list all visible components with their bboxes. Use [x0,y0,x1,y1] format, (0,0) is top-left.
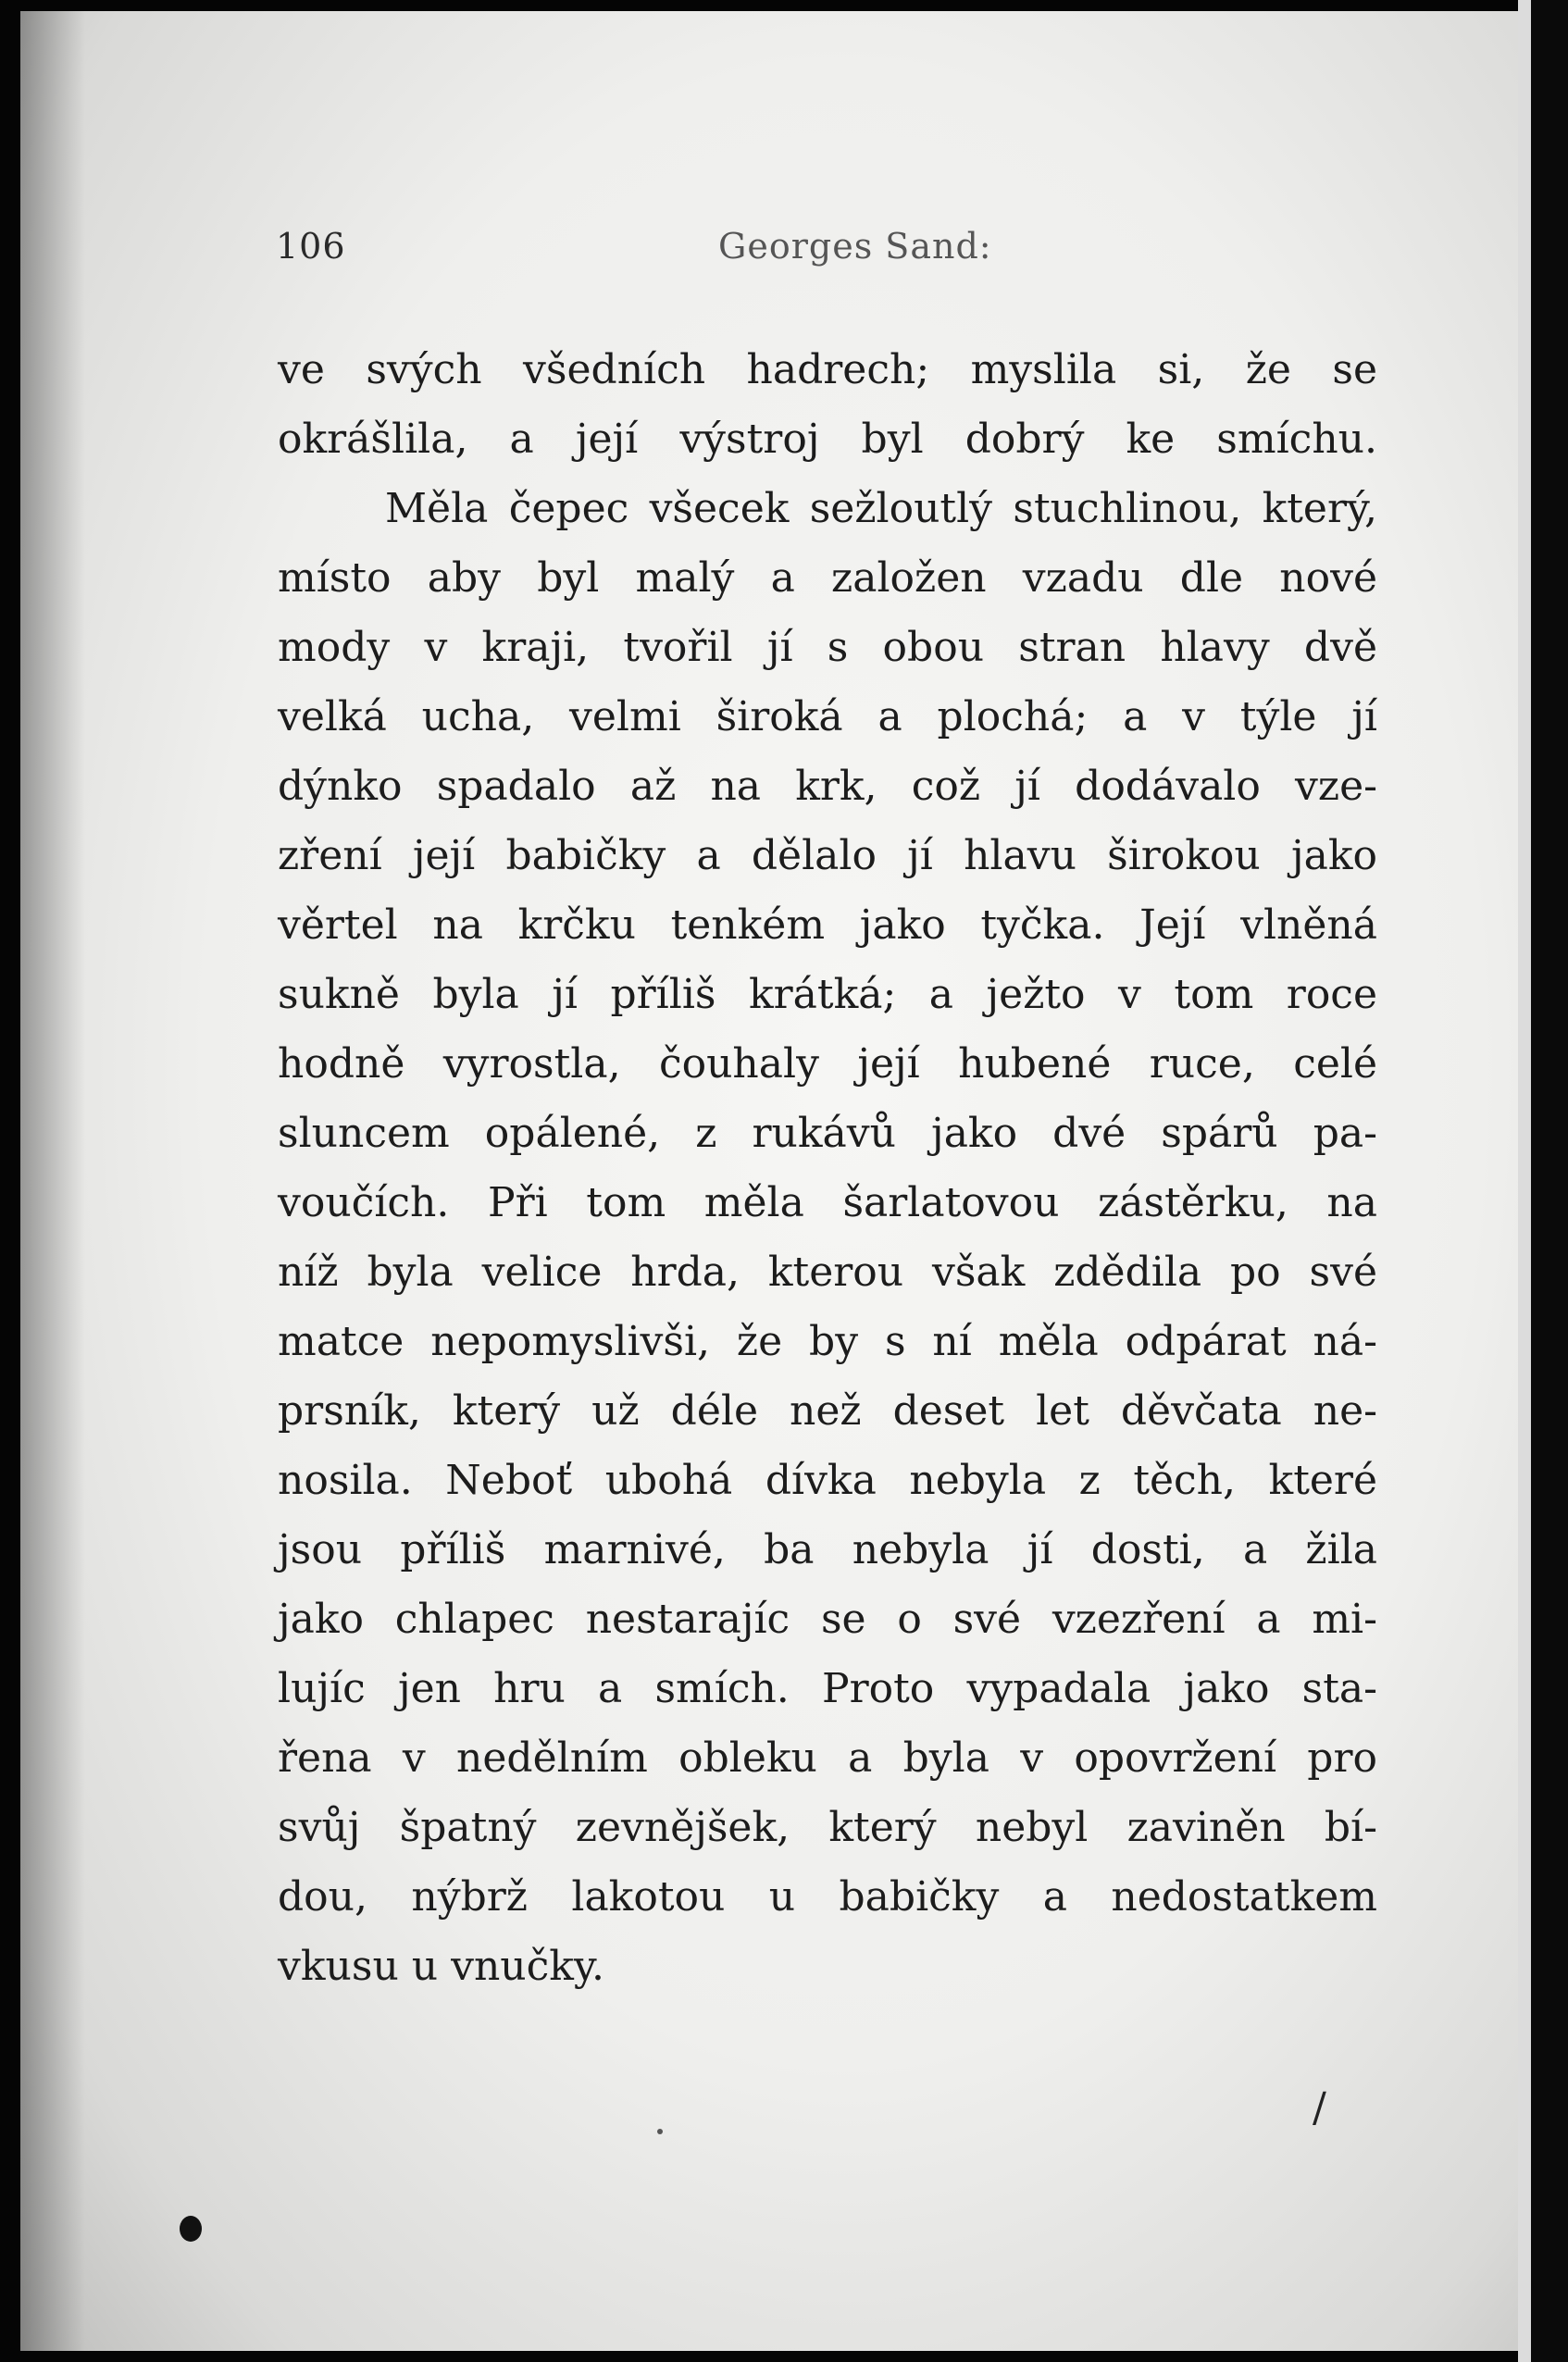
text-line: voučích. Při tom měla šarlatovou zástěrku, na [278,1179,1377,1226]
text-line: sluncem opálené, z rukávů jako dvé spárů pa- [278,1110,1377,1157]
text-line: svůj špatný zevnějšek, který nebyl zaviněn bí- [278,1804,1377,1851]
binding-strip [1531,0,1568,2362]
ink-blot [180,2216,202,2242]
body-text [278,335,1377,2001]
running-title: Georges Sand: [718,226,992,267]
text-line: velká ucha, velmi široká a plochá; a v týle jí [278,693,1377,740]
text-line: mody v kraji, tvořil jí s obou stran hlavy dvě [278,624,1377,671]
text-line: Měla čepec všecek sežloutlý stuchlinou, který, [385,485,1377,532]
running-head [276,226,1368,281]
text-line: dou, nýbrž lakotou u babičky a nedostatkem [278,1873,1377,1921]
text-line: místo aby byl malý a založen vzadu dle nové [278,554,1377,602]
text-line: hodně vyrostla, čouhaly její hubené ruce, celé [278,1040,1377,1088]
text-line: řena v nedělním obleku a byla v opovržení pro [278,1734,1377,1782]
text-line: jsou příliš marnivé, ba nebyla jí dosti, a žila [278,1526,1377,1573]
text-line: sukně byla jí příliš krátká; a ježto v tom roce [278,971,1377,1018]
text-line: prsník, který už déle než deset let děvčata ne- [278,1387,1377,1435]
text-line: ve svých všedních hadrech; myslila si, že se [278,346,1377,393]
page-number: 106 [276,226,346,267]
text-line: jako chlapec nestarajíc se o své vzezření a mi- [278,1596,1377,1643]
text-line: lujíc jen hru a smích. Proto vypadala jako sta- [278,1665,1377,1712]
text-line: matce nepomyslivši, že by s ní měla odpárat ná- [278,1318,1377,1365]
ink-dot [657,2129,663,2134]
text-line: dýnko spadalo až na krk, což jí dodávalo vze- [278,763,1377,810]
text-line: vkusu u vnučky. [278,1943,604,1990]
page-gutter-shadow [20,11,85,2351]
text-line: okrášlila, a její výstroj byl dobrý ke smíchu. [278,416,1377,463]
text-line: níž byla velice hrda, kterou však zdědila po své [278,1249,1377,1296]
text-line: zření její babičky a dělalo jí hlavu širokou jako [278,832,1377,879]
text-line: věrtel na krčku tenkém jako tyčka. Její vlněná [278,901,1377,949]
page-edge [1518,0,1531,2362]
text-line: nosila. Neboť ubohá dívka nebyla z těch, které [278,1457,1377,1504]
pencil-mark: / [1313,2084,1326,2132]
